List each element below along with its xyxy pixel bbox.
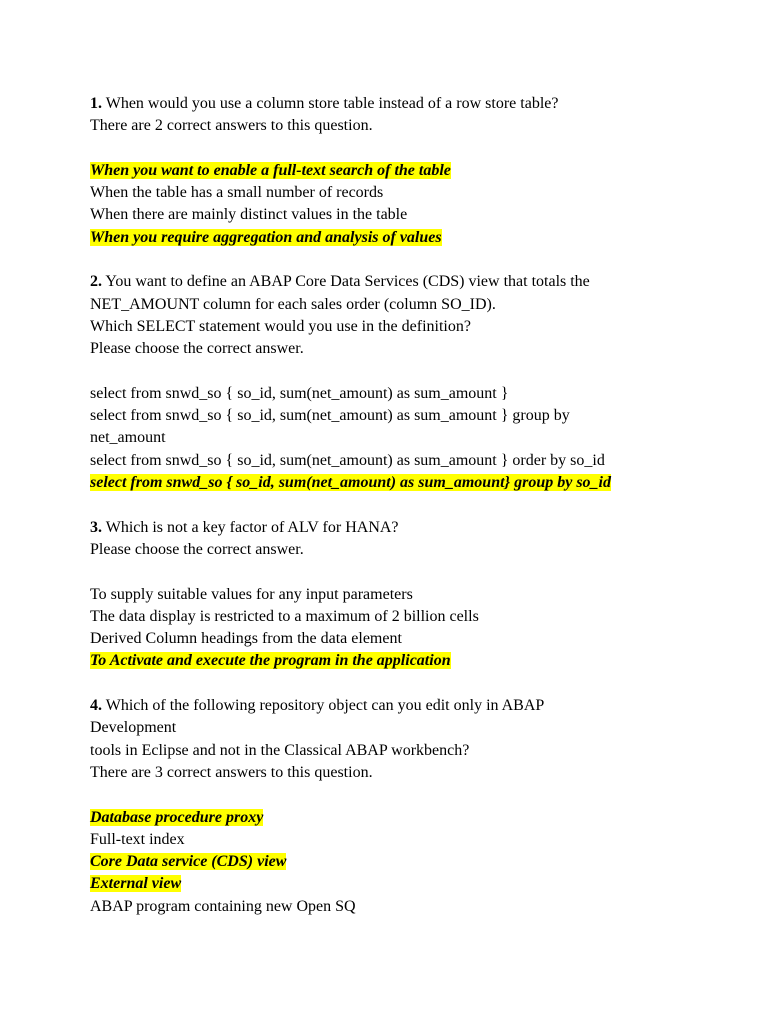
question-prompt [90,271,730,293]
question-prompt-continued [90,316,730,338]
question-prompt [90,93,730,115]
answer-option [90,896,730,918]
question-prompt-text: Which SELECT statement would you use in the definition? [90,317,471,335]
question-prompt-continued [90,115,730,137]
answer-option [90,829,730,851]
spacer [90,138,730,160]
answer-option-correct [90,227,730,249]
question-number: 2. [90,273,102,291]
question-prompt-continued [90,762,730,784]
answer-text: When there are mainly distinct values in the table [90,206,408,224]
highlighted-answer-text: To Activate and execute the program in the application [90,652,451,670]
answer-option-correct [90,160,730,182]
spacer [90,673,730,695]
question-prompt-text: Which of the following repository object can you edit only in ABAP [102,697,545,715]
question-prompt-continued [90,338,730,360]
answer-option [90,427,730,449]
answer-option-correct [90,851,730,873]
answer-option [90,405,730,427]
question-prompt-text: NET_AMOUNT column for each sales order (column SO_ID). [90,295,496,313]
answer-option [90,450,730,472]
highlighted-answer-text: When you want to enable a full-text search of the table [90,161,451,179]
question-block-4 [90,695,730,918]
answer-option [90,584,730,606]
question-prompt-text: You want to define an ABAP Core Data Services (CDS) view that totals the [102,273,590,291]
spacer [90,561,730,583]
answer-text: select from snwd_so { so_id, sum(net_amount) as sum_amount } [90,384,509,402]
question-prompt-text: Which is not a key factor of ALV for HANA? [102,518,399,536]
question-prompt-continued [90,539,730,561]
answer-option-correct [90,807,730,829]
highlighted-answer-text: Core Data service (CDS) view [90,853,287,871]
answer-option [90,383,730,405]
answer-option-correct [90,650,730,672]
question-block-3 [90,517,730,695]
answer-option-correct [90,873,730,895]
question-prompt-text: When would you use a column store table instead of a row store table? [102,95,559,112]
question-prompt-text: Development [90,719,177,737]
highlighted-answer-text: select from snwd_so { so_id, sum(net_amount) as sum_amount} group by so_id [90,474,611,492]
answer-option [90,204,730,226]
question-prompt-continued [90,717,730,739]
answer-text: Derived Column headings from the data element [90,630,402,648]
spacer [90,249,730,271]
question-number: 3. [90,518,102,536]
answer-text: select from snwd_so { so_id, sum(net_amount) as sum_amount } group by [90,407,570,425]
question-prompt-text: Please choose the correct answer. [90,540,304,558]
answer-text: When the table has a small number of records [90,184,384,202]
highlighted-answer-text: External view [90,875,182,893]
answer-text: select from snwd_so { so_id, sum(net_amount) as sum_amount } order by so_id [90,451,605,469]
question-prompt [90,695,730,717]
question-block-1 [90,93,730,271]
answer-text: Full-text index [90,830,185,848]
answer-text: ABAP program containing new Open SQ [90,897,356,915]
answer-text: The data display is restricted to a maximum of 2 billion cells [90,607,479,625]
answer-option [90,606,730,628]
question-prompt [90,517,730,539]
question-prompt-text: There are 2 correct answers to this question. [90,117,373,135]
spacer [90,784,730,806]
question-prompt-continued [90,294,730,316]
question-prompt-text: Please choose the correct answer. [90,340,304,358]
question-prompt-text: There are 3 correct answers to this question. [90,763,373,781]
question-prompt-continued [90,740,730,762]
answer-option [90,182,730,204]
answer-text: To supply suitable values for any input parameters [90,585,413,603]
answer-option-correct [90,472,730,494]
spacer [90,361,730,383]
spacer [90,494,730,516]
question-block-2 [90,271,730,516]
highlighted-answer-text: Database procedure proxy [90,808,264,826]
question-number: 4. [90,697,102,715]
highlighted-answer-text: When you require aggregation and analysis of values [90,228,442,246]
document-body [90,93,730,918]
question-number: 1. [90,95,102,112]
answer-option [90,628,730,650]
answer-text: net_amount [90,429,166,447]
question-prompt-text: tools in Eclipse and not in the Classical ABAP workbench? [90,741,470,759]
